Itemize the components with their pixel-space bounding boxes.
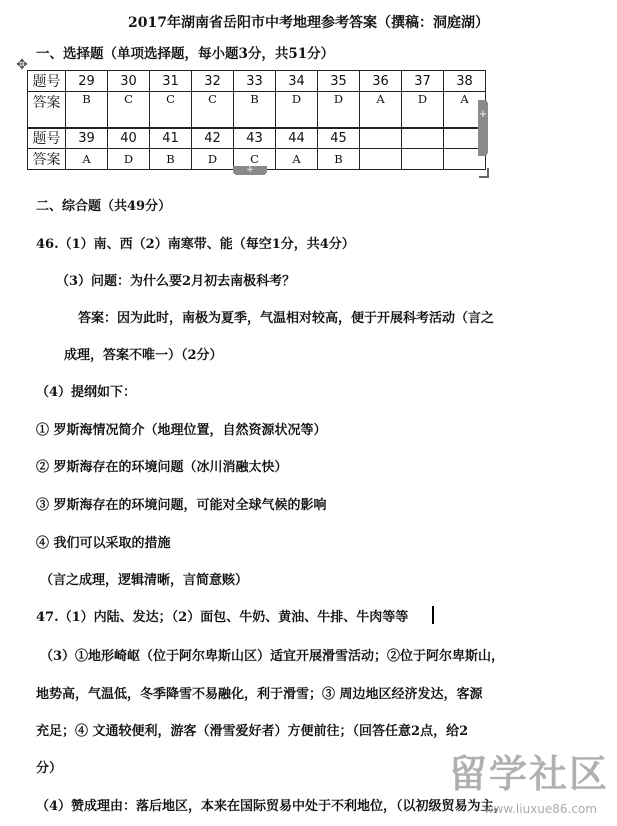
add-row-handle-icon[interactable]: + [233, 166, 267, 175]
table-cell: C [192, 92, 234, 129]
q47-part3-line3: 充足；④ 文通较便利，游客（滑雪爱好者）方便前往；（回答任意2点，给2 [36, 724, 469, 739]
table-cell [402, 128, 444, 149]
site-watermark-url: www.liuxue86.com [483, 802, 597, 816]
table-cell: 40 [108, 128, 150, 149]
table-cell: 41 [150, 128, 192, 149]
table-cell [360, 128, 402, 149]
table-cell: 38 [444, 71, 486, 92]
q47-part1-2: 47.（1）内陆、发达；（2）面包、牛奶、黄油、牛排、牛肉等等 [36, 610, 409, 625]
section-1-heading: 一、选择题（单项选择题，每小题3分，共51分） [36, 46, 335, 62]
q46-part3-question: （3）问题：为什么要2月初去南极科考？ [56, 274, 296, 289]
table-cell: 43 [234, 128, 276, 149]
table-cell: A [276, 149, 318, 170]
table-cell: 29 [66, 71, 108, 92]
add-column-handle-icon[interactable]: + [478, 100, 488, 156]
table-resize-corner-icon[interactable] [479, 168, 489, 178]
table-header-cell: 题号 [28, 128, 66, 149]
table-cell: 32 [192, 71, 234, 92]
table-cell [402, 149, 444, 170]
table-cell [360, 149, 402, 170]
table-cell: D [318, 92, 360, 129]
table-cell: 36 [360, 71, 402, 92]
table-cell: 42 [192, 128, 234, 149]
section-2-heading: 二、综合题（共49分） [36, 199, 172, 214]
table-cell: C [150, 92, 192, 129]
q47-part4: （4）赞成理由：落后地区，本来在国际贸易中处于不利地位，（以初级贸易为主， [36, 799, 507, 814]
site-watermark: 留学社区 [448, 752, 609, 796]
table-header-cell: 答案 [28, 149, 66, 170]
table-cell: A [444, 92, 486, 129]
page-title: 2017年湖南省岳阳市中考地理参考答案（撰稿：洞庭湖） [128, 15, 489, 31]
table-cell: 39 [66, 128, 108, 149]
table-cell: D [108, 149, 150, 170]
q46-outline-item-3: ③ 罗斯海存在的环境问题，可能对全球气候的影响 [36, 498, 327, 513]
table-row [28, 71, 486, 92]
table-row [28, 92, 486, 129]
table-header-cell: 答案 [28, 92, 66, 129]
q46-outline-item-4: ④ 我们可以采取的措施 [36, 536, 171, 551]
table-move-handle-icon[interactable]: ✥ [16, 57, 28, 73]
table-cell: D [192, 149, 234, 170]
answer-table-1 [27, 70, 486, 129]
table-cell: 31 [150, 71, 192, 92]
text-cursor [432, 606, 434, 624]
q46-part1: 46.（1）南、西（2）南寒带、能（每空1分，共4分） [36, 237, 355, 252]
q47-part3-line1: （3）①地形崎岖（位于阿尔卑斯山区）适宜开展滑雪活动；②位于阿尔卑斯山， [40, 649, 505, 664]
q47-part3-line4: 分） [36, 761, 63, 776]
q46-outline-item-1: ① 罗斯海情况简介（地理位置，自然资源状况等） [36, 423, 327, 438]
table-cell: B [234, 92, 276, 129]
table-cell: D [276, 92, 318, 129]
q46-part3-answer: 答案：因为此时，南极为夏季，气温相对较高，便于开展科考活动（言之 [78, 311, 495, 326]
table-cell: 45 [318, 128, 360, 149]
q46-note: （言之成理，逻辑清晰，言简意赅） [40, 573, 249, 588]
table-cell: 37 [402, 71, 444, 92]
table-cell: 35 [318, 71, 360, 92]
table-cell: B [318, 149, 360, 170]
table-cell: D [402, 92, 444, 129]
table-row [28, 128, 486, 149]
answer-table-2 [27, 127, 486, 170]
table-cell: 34 [276, 71, 318, 92]
table-cell: B [150, 149, 192, 170]
table-cell: A [360, 92, 402, 129]
table-cell: 30 [108, 71, 150, 92]
table-cell: 33 [234, 71, 276, 92]
table-cell: C [108, 92, 150, 129]
q46-part4-intro: （4）提纲如下： [36, 385, 137, 400]
table-cell: 44 [276, 128, 318, 149]
q46-outline-item-2: ② 罗斯海存在的环境问题（冰川消融太快） [36, 460, 288, 475]
table-cell: A [66, 149, 108, 170]
table-cell: C [234, 149, 276, 170]
table-header-cell: 题号 [28, 71, 66, 92]
table-cell: B [66, 92, 108, 129]
q46-part3-answer-cont: 成理，答案不唯一）（2分） [64, 348, 223, 363]
q47-part3-line2: 地势高，气温低，冬季降雪不易融化，利于滑雪；③ 周边地区经济发达，客源 [36, 687, 483, 702]
